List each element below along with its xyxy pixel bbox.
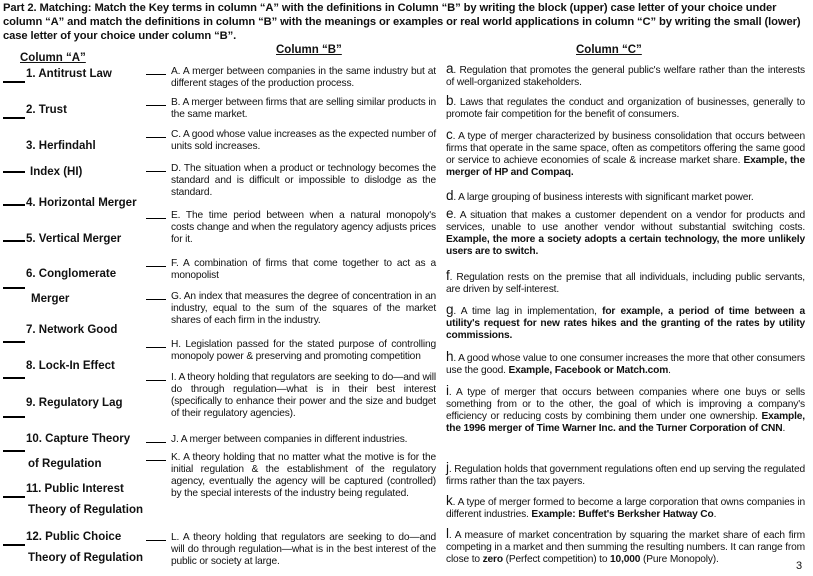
meaning-text: . A type of merger formed to become a large corporation that owns companies in different industries.	[446, 497, 805, 520]
meaning-text: . A type of merger characterized by business consolidation that occurs between firms that operate in the same space, often as competitors offering the same good or service to achieve economies of scale & increase market share.	[446, 131, 805, 166]
answer-blank[interactable]	[146, 380, 166, 381]
meaning-letter: e	[446, 206, 454, 221]
meaning-letter: f	[446, 268, 450, 283]
answer-blank[interactable]	[146, 74, 166, 75]
meaning-letter: b	[446, 93, 454, 108]
column-a-header: Column “A”	[20, 52, 86, 64]
meaning-text: . Regulation that promotes the general public's welfare rather than the interests of well-organized stakeholders.	[446, 65, 805, 88]
definition-letter: D	[171, 163, 179, 174]
definition-b-B	[146, 97, 436, 121]
definition-b-D	[146, 163, 436, 199]
definition-b-J	[146, 434, 436, 446]
meaning-c-l	[446, 528, 805, 566]
term-label: 10. Capture Theory	[26, 433, 131, 445]
meaning-emphasis: zero	[482, 553, 503, 565]
definition-letter: E	[171, 210, 178, 221]
term-label: 1. Antitrust Law	[26, 68, 112, 80]
definition-b-A	[146, 66, 436, 90]
answer-blank[interactable]	[146, 171, 166, 172]
meaning-example: for example, a period of time between a utility's request for new rates hikes and the granting of the rates by utility commissions.	[446, 306, 805, 341]
answer-blank[interactable]	[146, 299, 166, 300]
definition-text: . Legislation passed for the stated purpose of controlling monopoly power & preserving and promoting competition	[171, 339, 436, 362]
meaning-c-k	[446, 495, 805, 521]
answer-blank[interactable]	[146, 540, 166, 541]
definition-letter: C	[171, 129, 179, 140]
definition-text: . A theory holding that regulators are seeking to do—and will do through regulation—what is in the best interest of the public or society at large.	[171, 532, 436, 567]
meaning-text: . Regulation holds that government regulations often end up serving the regulated firms rather than the tax payers.	[446, 464, 805, 487]
meaning-c-j	[446, 462, 805, 488]
term-label-line2: Theory of Regulation	[28, 552, 143, 564]
meaning-text: . Laws that regulates the conduct and organization of businesses, generally to promote fair competition for the benefit of consumers.	[446, 97, 805, 120]
term-label: 8. Lock-In Effect	[26, 360, 115, 372]
answer-blank[interactable]	[146, 105, 166, 106]
answer-blank[interactable]	[3, 341, 25, 343]
definition-text: . A theory holding that no matter what the motive is for the initial regulation & the establishment of the regulatory agency, eventually the agency will be captured (controlled) by the special interests of the industry being regulated.	[171, 452, 436, 499]
answer-blank[interactable]	[146, 442, 166, 443]
term-label: 6. Conglomerate	[26, 268, 117, 280]
definition-b-F	[146, 258, 436, 282]
meaning-text: . A situation that makes a customer dependent on a vendor for products and services, unable to use another vendor without substantial switching costs.	[446, 210, 805, 233]
definition-text: . A merger between companies in the same industry but at different stages of the production process.	[171, 66, 436, 89]
definition-text: . A good whose value increases as the expected number of units sold increases.	[171, 129, 436, 152]
meaning-letter: k	[446, 493, 453, 508]
definition-b-H	[146, 339, 436, 363]
meaning-text: . Regulation rests on the premise that all individuals, including public servants, are driven by self-interest.	[446, 272, 805, 295]
term-label-line2: Index (HI)	[30, 166, 83, 178]
meaning-example: Example: Buffet's Berksher Hatway Co	[531, 508, 714, 520]
meaning-letter: l	[446, 526, 449, 541]
meaning-c-a	[446, 63, 805, 89]
meaning-example: Example, the 1996 merger of Time Warner Inc. and the Turner Corporation of CNN	[446, 410, 805, 434]
definition-b-L	[146, 532, 436, 568]
definition-letter: A	[171, 66, 178, 77]
answer-blank[interactable]	[3, 204, 25, 206]
answer-blank[interactable]	[3, 377, 25, 379]
meaning-text-mid: (Perfect competition) to	[502, 553, 611, 565]
column-c-header: Column “C”	[576, 44, 642, 56]
page-number: 3	[796, 560, 803, 572]
term-label: 7. Network Good	[26, 324, 118, 336]
definition-text: . An index that measures the degree of concentration in an industry, equal to the sum of the squares of the market shares of each firm in the industry.	[171, 291, 436, 326]
meaning-c-h	[446, 351, 805, 377]
answer-blank[interactable]	[3, 416, 25, 418]
definition-text: . A merger between companies in different industries.	[175, 434, 408, 445]
term-label: 2. Trust	[26, 104, 67, 116]
answer-blank[interactable]	[146, 460, 166, 461]
definition-letter: H	[171, 339, 179, 350]
term-label: 4. Horizontal Merger	[26, 197, 137, 209]
answer-blank[interactable]	[3, 544, 25, 546]
answer-blank[interactable]	[3, 450, 25, 452]
term-label-line2: Theory of Regulation	[28, 504, 143, 516]
definition-b-I	[146, 372, 436, 420]
meaning-text-tail: .	[713, 508, 717, 520]
definition-b-E	[146, 210, 436, 246]
answer-blank[interactable]	[146, 218, 166, 219]
definition-letter: J	[171, 434, 176, 445]
meaning-letter: g	[446, 302, 454, 317]
definition-letter: L	[171, 532, 177, 543]
meaning-c-b	[446, 95, 805, 121]
definition-letter: G	[171, 291, 179, 302]
answer-blank[interactable]	[146, 347, 166, 348]
definition-b-G	[146, 291, 436, 327]
definition-b-C	[146, 129, 436, 153]
definition-letter: B	[171, 97, 178, 108]
definition-text: . The time period between when a natural monopoly's costs change and when the regulatory agency adjusts prices for it.	[171, 210, 436, 245]
term-label-line2: Merger	[31, 293, 70, 305]
term-label: 3. Herfindahl	[26, 140, 96, 152]
term-label: 5. Vertical Merger	[26, 233, 122, 245]
answer-blank[interactable]	[3, 171, 25, 173]
answer-blank[interactable]	[3, 240, 25, 242]
definition-letter: F	[171, 258, 176, 269]
term-label: 9. Regulatory Lag	[26, 397, 123, 409]
meaning-letter: h	[446, 349, 454, 364]
meaning-letter: i	[446, 383, 449, 398]
meaning-text: . A good whose value to one consumer increases the more that other consumers use the good.	[446, 353, 805, 376]
definition-letter: I	[171, 372, 174, 383]
meaning-c-e	[446, 208, 805, 258]
instructions: Part 2. Matching: Match the Key terms in column “A” with the definitions in Column “B” by writing the block (upper) case letter of your choice under column “A” and match the definitions in column “B” with the meanings or examples or real world applications in column “C” by writing the small (lower) case letter of your choice under column “B”.	[3, 2, 801, 42]
answer-blank[interactable]	[3, 287, 25, 289]
definition-b-K	[146, 452, 436, 500]
definition-text: . The situation when a product or technology becomes the standard and is difficult or impossible to dislodge as the standard.	[171, 163, 436, 198]
term-label: 12. Public Choice	[26, 531, 122, 543]
term-label: 11. Public Interest	[26, 483, 124, 495]
meaning-c-g	[446, 304, 805, 342]
meaning-text-tail: .	[668, 364, 671, 376]
meaning-example: Example, the more a society adopts a certain technology, the more unlikely users are to switch.	[446, 233, 805, 257]
column-b-header: Column “B”	[276, 44, 342, 56]
definition-text: . A merger between firms that are selling similar products in the same market.	[171, 97, 436, 120]
meaning-letter: j	[446, 460, 449, 475]
answer-blank[interactable]	[3, 496, 25, 498]
meaning-letter: c	[446, 127, 453, 142]
meaning-c-i	[446, 385, 805, 435]
meaning-emphasis: 10,000	[610, 553, 641, 565]
meaning-letter: a	[446, 61, 454, 76]
answer-blank[interactable]	[3, 81, 25, 83]
meaning-text-tail: (Pure Monopoly).	[640, 553, 719, 565]
meaning-example: Example, the merger of HP and Compaq.	[446, 154, 806, 178]
meaning-c-d	[446, 190, 805, 204]
meaning-text: . A measure of market concentration by squaring the market share of each firm competing in a market and then summing the resulting numbers. It can range from close to	[446, 530, 805, 565]
answer-blank[interactable]	[146, 137, 166, 138]
definition-text: . A combination of firms that come together to act as a monopolist	[171, 258, 436, 281]
meaning-text-tail: .	[782, 422, 786, 434]
meaning-c-c	[446, 129, 805, 179]
meaning-text: . A large grouping of business interests with significant market power.	[453, 192, 754, 203]
definition-letter: K	[171, 452, 178, 463]
definition-text: . A theory holding that regulators are seeking to do—and will do through regulation—what is in their best interest (specifically to enhance their power and the size and budget of their regulatory agencies).	[171, 372, 436, 419]
meaning-text: . A type of merger that occurs between companies where one buys or sells something from or to the other, the goal of which is improving a company's efficiency or reducing costs by combining them under one ownership.	[446, 387, 805, 422]
answer-blank[interactable]	[146, 266, 166, 267]
meaning-letter: d	[446, 188, 454, 203]
meaning-example: Example, Facebook or Match.com	[508, 364, 669, 376]
meaning-text: . A time lag in implementation,	[453, 306, 603, 317]
meaning-c-f	[446, 270, 805, 296]
term-label-line2: of Regulation	[28, 458, 102, 470]
answer-blank[interactable]	[3, 117, 25, 119]
